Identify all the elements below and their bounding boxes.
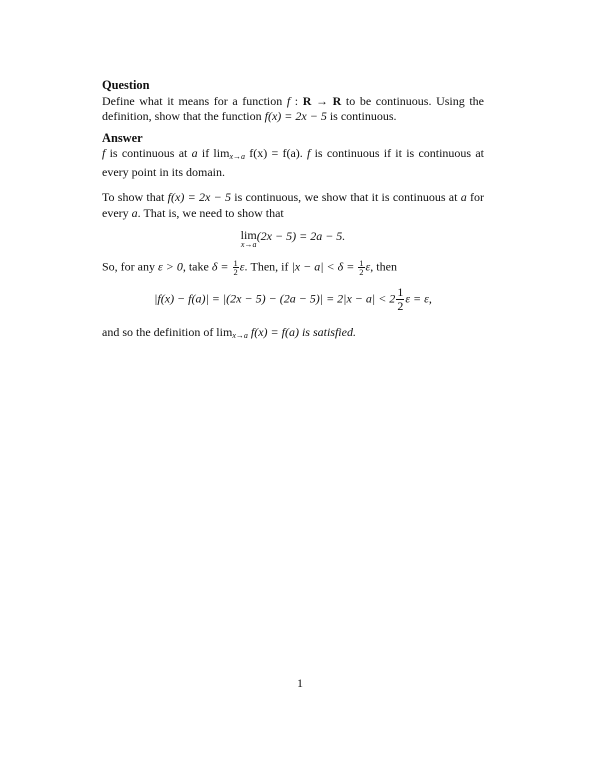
fraction-one-half: $\frac{1}{2}$ [359, 258, 364, 277]
page-number: 1 [297, 676, 303, 690]
answer-paragraph-goal: To show that f(x) = 2x − 5 is continuous, we show that it is continuous at a for every a. That is, we need to show that [102, 190, 484, 220]
answer-paragraph-conclusion: and so the definition of limx→a f(x) = f(a) is satisfied. [102, 325, 356, 340]
question-text: Define what it means for a function f : R → R to be continuous. Using the definition, show that the function f(x) = 2x − 5 is continuous. [102, 93, 484, 123]
question-heading: Question [102, 78, 150, 92]
fraction-one-half: $\frac{1}{2}$ [233, 258, 238, 277]
document-content [102, 78, 484, 344]
fraction-one-half-display: $\frac{1}{2}$ [397, 285, 404, 313]
answer-paragraph-delta: So, for any ε > 0, take δ = $\frac{1}{2}$ ε. Then, if |x − a| < δ = $\frac{1}{2}$ ε, then [102, 258, 397, 277]
limit-operator: lim x→a [240, 228, 257, 249]
answer-paragraph-definition: f is continuous at a if limx→a f(x) = f(a). f is continuous if it is continuous at every point in its domain. [102, 146, 485, 179]
display-equation-bound: |f(x) − f(a)| = |(2x − 5) − (2a − 5)| = 2|x − a| < 2 $\frac{1}{2}$ ε = ε, [154, 285, 432, 313]
answer-heading: Answer [102, 130, 143, 145]
display-equation-limit: lim x→a (2x − 5) = 2a − 5. [240, 228, 346, 249]
